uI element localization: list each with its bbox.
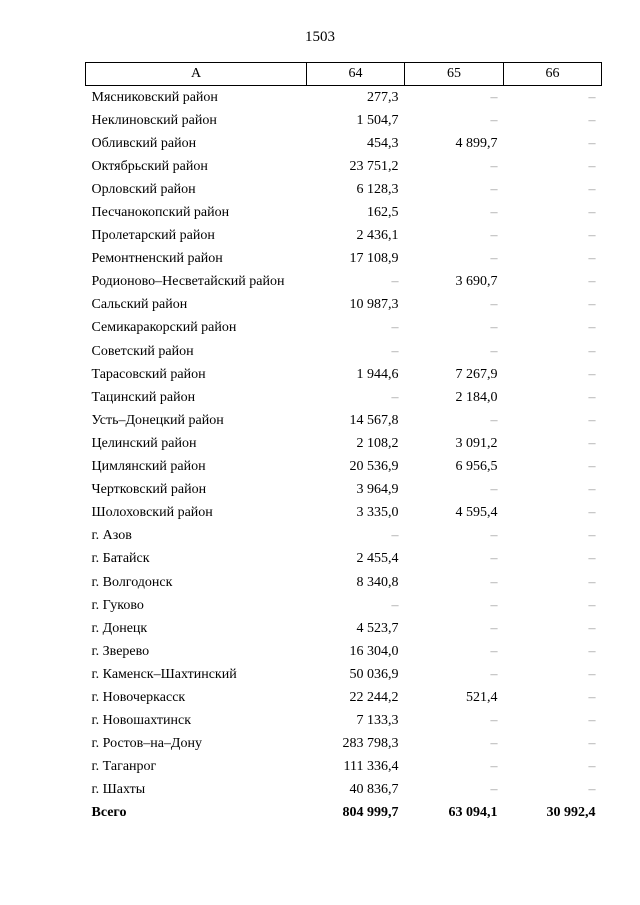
- cell-64: 7 133,3: [356, 713, 399, 729]
- cell-66: –: [588, 320, 596, 336]
- cell-65: 7 267,9: [455, 366, 498, 382]
- data-table: [85, 62, 602, 825]
- cell-65: –: [490, 181, 498, 197]
- cell-66: –: [588, 666, 596, 682]
- cell-66: –: [588, 343, 596, 359]
- cell-66: –: [588, 205, 596, 221]
- table-row: [86, 733, 602, 756]
- cell-66: –: [588, 366, 596, 382]
- cell-66: 30 992,4: [546, 805, 596, 821]
- row-name: г. Новочеркасск: [91, 689, 186, 705]
- row-name: Родионово–Несветайский район: [91, 274, 285, 290]
- table-row: [86, 317, 602, 340]
- cell-66: –: [588, 551, 596, 567]
- cell-66: –: [588, 158, 596, 174]
- cell-64: 2 436,1: [356, 228, 399, 244]
- table-row: [86, 686, 602, 709]
- cell-64: 111 336,4: [343, 759, 399, 775]
- cell-64: 22 244,2: [349, 689, 399, 705]
- table-row: [86, 548, 602, 571]
- cell-64: 454,3: [367, 135, 399, 151]
- cell-64: –: [391, 320, 399, 336]
- cell-64: 162,5: [367, 205, 399, 221]
- cell-66: –: [588, 736, 596, 752]
- header-col-65: 65: [405, 63, 504, 86]
- row-name: Тацинский район: [91, 389, 196, 405]
- cell-64: 10 987,3: [349, 297, 399, 313]
- cell-64: –: [391, 389, 399, 405]
- table-row: [86, 756, 602, 779]
- cell-64: 804 999,7: [342, 805, 399, 821]
- cell-64: 14 567,8: [349, 412, 399, 428]
- row-name: Всего: [91, 805, 127, 821]
- cell-66: –: [588, 482, 596, 498]
- cell-66: –: [588, 112, 596, 128]
- cell-65: –: [490, 643, 498, 659]
- row-name: Неклиновский район: [91, 112, 217, 128]
- cell-65: –: [490, 620, 498, 636]
- row-name: Обливский район: [91, 135, 197, 151]
- cell-65: –: [490, 597, 498, 613]
- cell-64: –: [391, 597, 399, 613]
- cell-65: –: [490, 89, 498, 105]
- table-row: [86, 340, 602, 363]
- table-row: [86, 178, 602, 201]
- table-row: [86, 456, 602, 479]
- cell-64: 1 504,7: [356, 112, 399, 128]
- row-name: Целинский район: [91, 435, 197, 451]
- total-row: [86, 802, 602, 825]
- cell-64: 50 036,9: [349, 666, 399, 682]
- row-name: Цимлянский район: [91, 459, 206, 475]
- cell-65: 2 184,0: [455, 389, 498, 405]
- cell-65: 3 690,7: [455, 274, 498, 290]
- cell-66: –: [588, 505, 596, 521]
- table-header: [86, 63, 602, 86]
- cell-65: 6 956,5: [455, 459, 498, 475]
- row-name: Чертковский район: [91, 482, 207, 498]
- row-name: Ремонтненский район: [91, 251, 223, 267]
- cell-64: –: [391, 343, 399, 359]
- cell-66: –: [588, 435, 596, 451]
- table-row: [86, 710, 602, 733]
- cell-65: –: [490, 713, 498, 729]
- cell-65: 521,4: [466, 689, 498, 705]
- row-name: Советский район: [91, 343, 194, 359]
- cell-66: –: [588, 89, 596, 105]
- cell-64: 1 944,6: [356, 366, 399, 382]
- cell-65: –: [490, 158, 498, 174]
- row-name: Шолоховский район: [91, 505, 213, 521]
- row-name: г. Каменск–Шахтинский: [91, 666, 237, 682]
- cell-65: –: [490, 482, 498, 498]
- row-name: г. Азов: [91, 528, 132, 544]
- table-row: [86, 525, 602, 548]
- row-name: Сальский район: [91, 297, 188, 313]
- row-name: Тарасовский район: [91, 366, 206, 382]
- row-name: г. Шахты: [91, 782, 146, 798]
- cell-66: –: [588, 389, 596, 405]
- cell-65: –: [490, 251, 498, 267]
- cell-65: –: [490, 574, 498, 590]
- cell-64: 3 964,9: [356, 482, 399, 498]
- cell-66: –: [588, 412, 596, 428]
- cell-65: –: [490, 666, 498, 682]
- table-row: [86, 594, 602, 617]
- table-row: [86, 248, 602, 271]
- cell-64: 3 335,0: [356, 505, 399, 521]
- cell-66: –: [588, 251, 596, 267]
- row-name: Октябрьский район: [91, 158, 208, 174]
- cell-65: –: [490, 343, 498, 359]
- header-col-64: 64: [307, 63, 405, 86]
- cell-65: –: [490, 736, 498, 752]
- table-row: [86, 663, 602, 686]
- row-name: г. Гуково: [91, 597, 144, 613]
- table-row: [86, 225, 602, 248]
- table-row: [86, 502, 602, 525]
- cell-65: 3 091,2: [455, 435, 498, 451]
- cell-66: –: [588, 459, 596, 475]
- row-name: Мясниковский район: [91, 89, 218, 105]
- cell-66: –: [588, 620, 596, 636]
- cell-66: –: [588, 297, 596, 313]
- table-row: [86, 571, 602, 594]
- table-body: [86, 86, 602, 826]
- cell-65: –: [490, 528, 498, 544]
- row-name: Семикаракорский район: [91, 320, 237, 336]
- table-row: [86, 432, 602, 455]
- page-number: 1503: [305, 29, 335, 45]
- cell-65: 4 595,4: [455, 505, 498, 521]
- row-name: г. Донецк: [91, 620, 148, 636]
- cell-64: 16 304,0: [349, 643, 399, 659]
- cell-64: 20 536,9: [349, 459, 399, 475]
- cell-65: –: [490, 228, 498, 244]
- row-name: г. Таганрог: [91, 759, 157, 775]
- table-row: [86, 155, 602, 178]
- cell-64: 277,3: [367, 89, 399, 105]
- row-name: г. Зверево: [91, 643, 150, 659]
- cell-66: –: [588, 274, 596, 290]
- cell-64: 283 798,3: [342, 736, 399, 752]
- cell-64: 40 836,7: [349, 782, 399, 798]
- cell-64: 23 751,2: [349, 158, 399, 174]
- cell-66: –: [588, 528, 596, 544]
- cell-65: –: [490, 412, 498, 428]
- table-row: [86, 271, 602, 294]
- cell-66: –: [588, 135, 596, 151]
- table-row: [86, 201, 602, 224]
- cell-66: –: [588, 597, 596, 613]
- cell-65: –: [490, 320, 498, 336]
- table-row: [86, 479, 602, 502]
- row-name: Пролетарский район: [91, 228, 215, 244]
- table-row: [86, 363, 602, 386]
- table-row: [86, 86, 602, 110]
- cell-64: 4 523,7: [356, 620, 399, 636]
- cell-65: –: [490, 297, 498, 313]
- table-row: [86, 409, 602, 432]
- cell-64: –: [391, 274, 399, 290]
- row-name: г. Батайск: [91, 551, 150, 567]
- table-row: [86, 386, 602, 409]
- cell-65: –: [490, 759, 498, 775]
- table-row: [86, 109, 602, 132]
- cell-64: 6 128,3: [356, 181, 399, 197]
- cell-66: –: [588, 574, 596, 590]
- row-name: Орловский район: [91, 181, 196, 197]
- table-row: [86, 132, 602, 155]
- cell-66: –: [588, 782, 596, 798]
- row-name: г. Ростов–на–Дону: [91, 736, 202, 752]
- cell-65: 4 899,7: [455, 135, 498, 151]
- cell-66: –: [588, 713, 596, 729]
- cell-65: –: [490, 112, 498, 128]
- cell-66: –: [588, 759, 596, 775]
- table-row: [86, 617, 602, 640]
- row-name: г. Волгодонск: [91, 574, 173, 590]
- cell-65: 63 094,1: [448, 805, 498, 821]
- cell-66: –: [588, 228, 596, 244]
- header-col-a: А: [86, 63, 307, 86]
- cell-65: –: [490, 782, 498, 798]
- cell-64: 17 108,9: [349, 251, 399, 267]
- row-name: Песчанокопский район: [91, 205, 230, 221]
- table-row: [86, 640, 602, 663]
- cell-64: 2 108,2: [356, 435, 399, 451]
- table-row: [86, 779, 602, 802]
- cell-64: 2 455,4: [356, 551, 399, 567]
- header-row: [86, 63, 602, 86]
- cell-64: –: [391, 528, 399, 544]
- cell-64: 8 340,8: [356, 574, 399, 590]
- table-row: [86, 294, 602, 317]
- cell-65: –: [490, 205, 498, 221]
- cell-66: –: [588, 689, 596, 705]
- row-name: Усть–Донецкий район: [91, 412, 224, 428]
- cell-66: –: [588, 643, 596, 659]
- cell-66: –: [588, 181, 596, 197]
- row-name: г. Новошахтинск: [91, 713, 192, 729]
- header-col-66: 66: [504, 63, 602, 86]
- cell-65: –: [490, 551, 498, 567]
